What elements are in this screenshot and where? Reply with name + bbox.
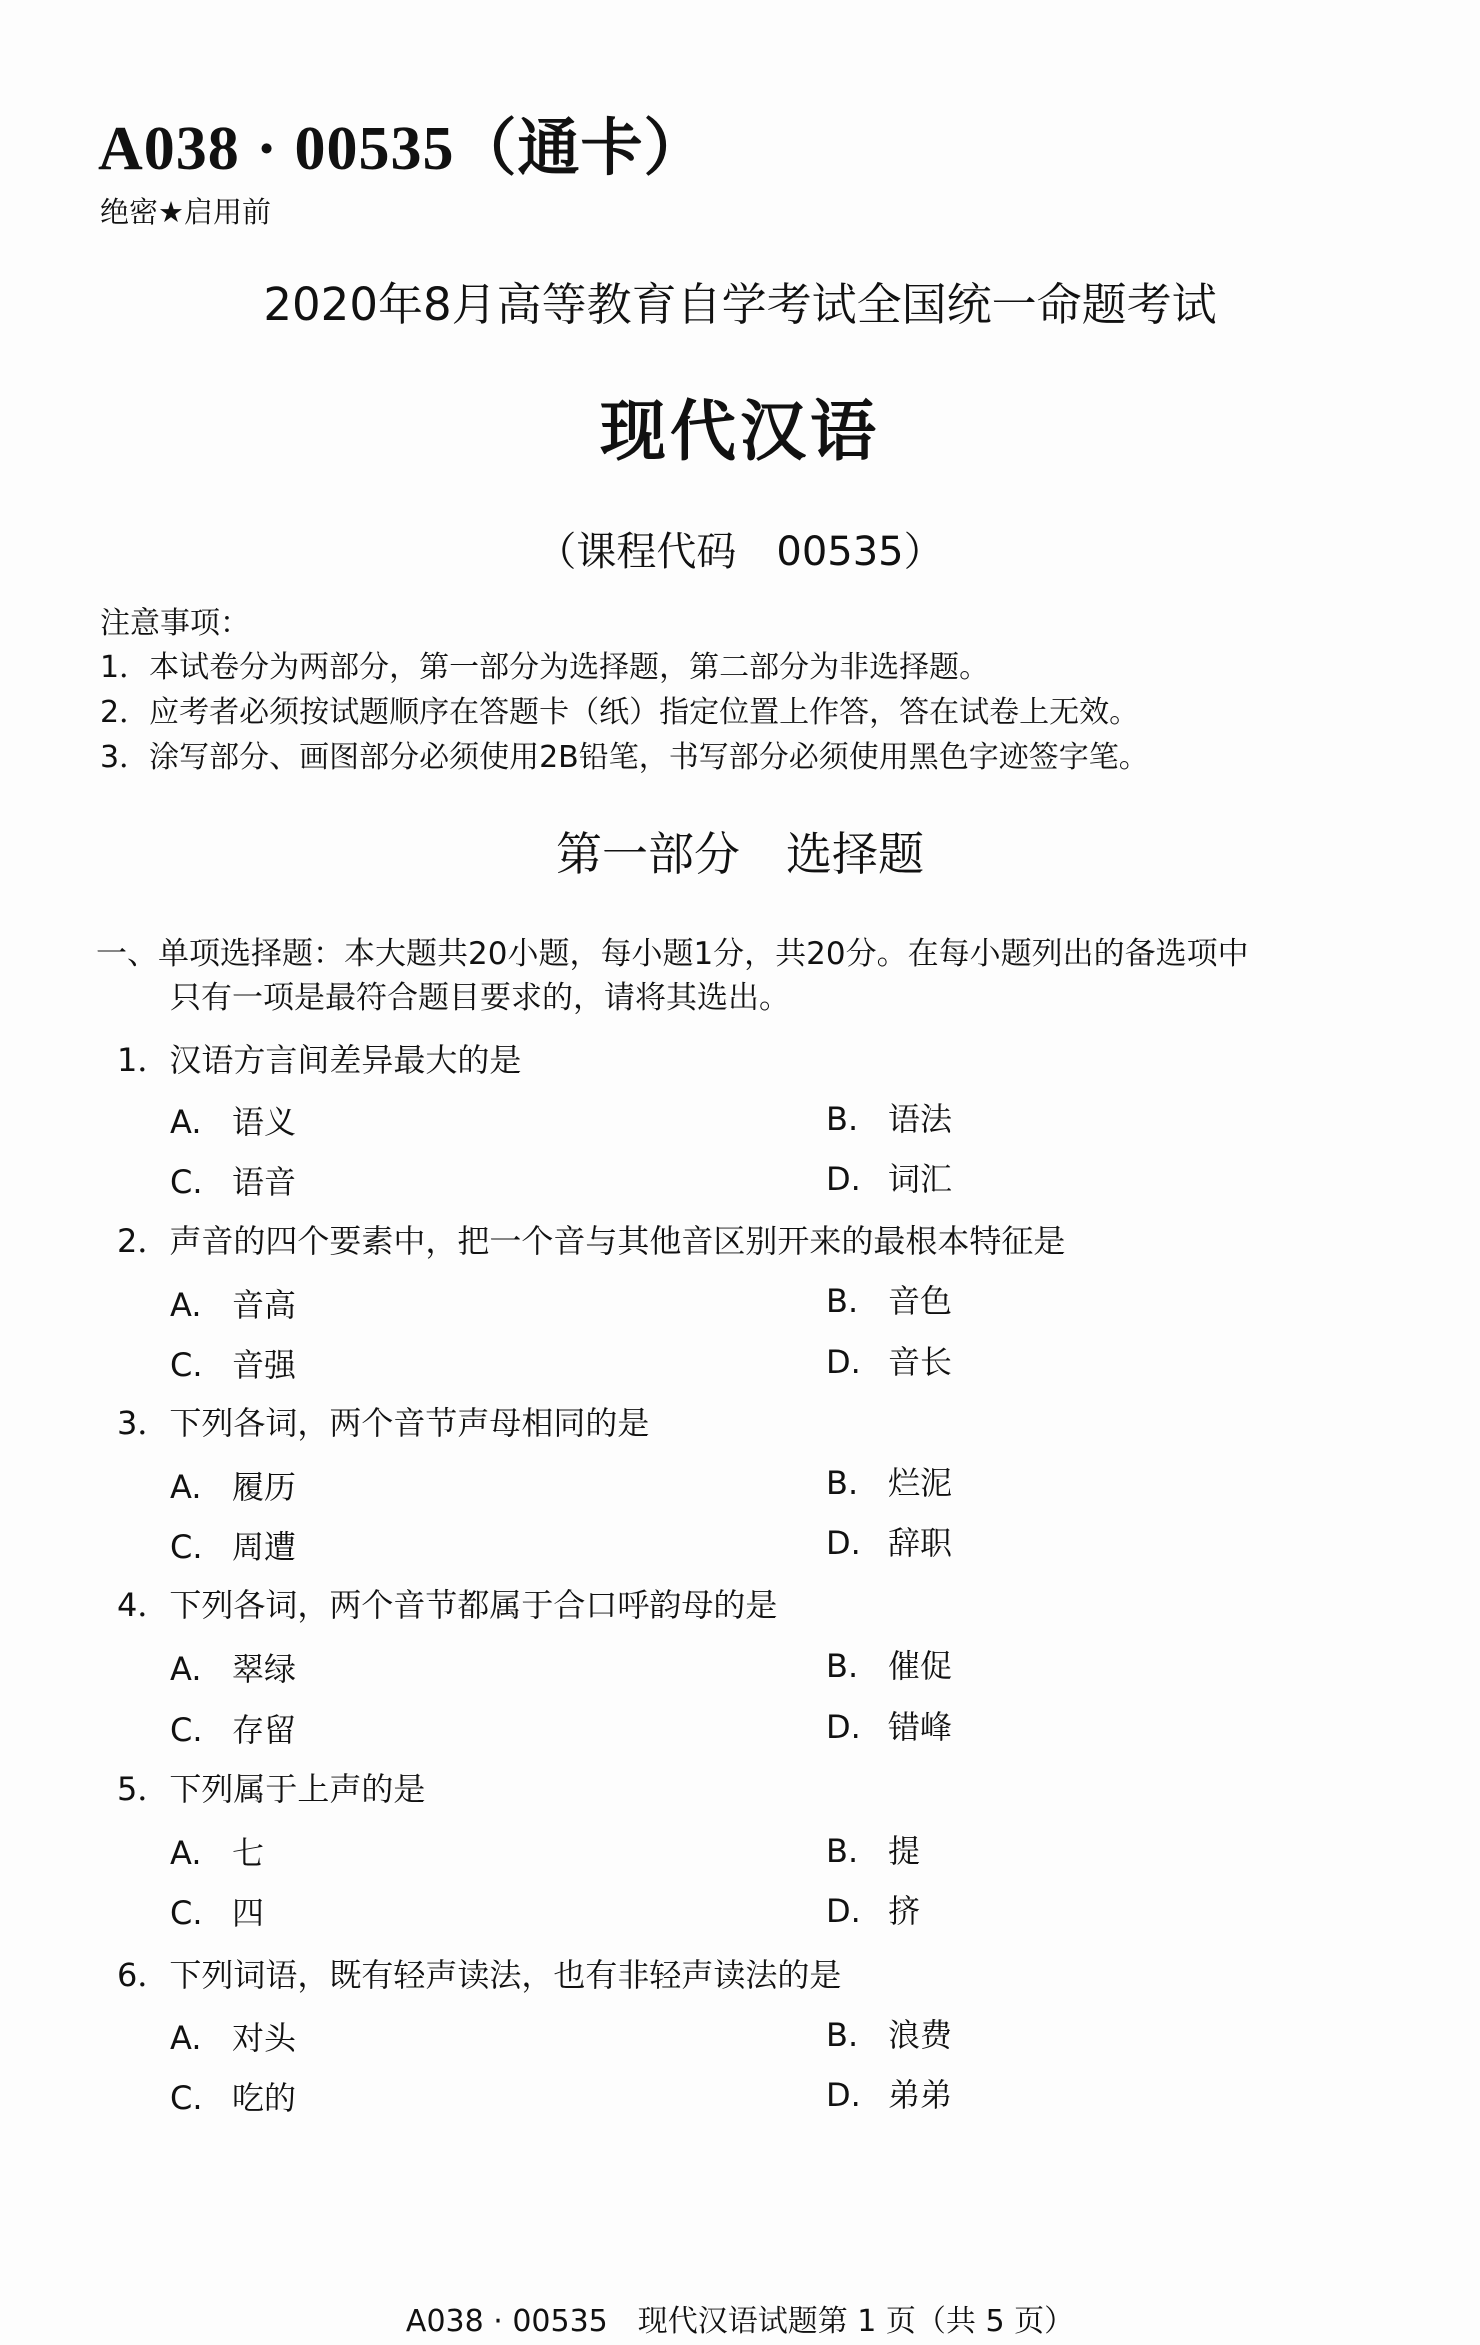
option-c: C. 吃的	[170, 2079, 297, 2117]
option-a: A. 语义	[170, 1103, 297, 1141]
section-instructions: 一、单项选择题：本大题共20小题，每小题1分，共20分。在每小题列出的备选项中	[96, 936, 1249, 972]
option-a: A. 翠绿	[170, 1650, 297, 1688]
question-stem: 5．下列属于上声的是	[117, 1770, 426, 1808]
option-d: D. 错峰	[826, 1708, 953, 1746]
notice-item: 1．本试卷分为两部分，第一部分为选择题，第二部分为非选择题。	[100, 650, 990, 685]
question-stem: 6．下列词语，既有轻声读法，也有非轻声读法的是	[117, 1956, 842, 1994]
notice-title: 注意事项：	[100, 606, 250, 641]
section-instructions-cont: 只有一项是最符合题目要求的，请将其选出。	[170, 980, 790, 1016]
option-b: B. 催促	[826, 1647, 953, 1685]
option-b: B. 语法	[826, 1100, 953, 1138]
subject-title: 现代汉语	[600, 393, 880, 470]
option-a: A. 音高	[170, 1286, 297, 1324]
paper-code: A038 · 00535（通卡）	[98, 115, 707, 183]
option-a: A. 对头	[170, 2019, 297, 2057]
page-footer: A038 · 00535 现代汉语试题第 1 页（共 5 页）	[405, 2304, 1075, 2339]
confidential-label: 绝密★启用前	[100, 195, 271, 229]
option-c: C. 语音	[170, 1163, 297, 1201]
exam-title: 2020年8月高等教育自学考试全国统一命题考试	[263, 278, 1217, 331]
option-d: D. 词汇	[826, 1160, 953, 1198]
option-d: D. 挤	[826, 1892, 921, 1930]
course-code: （课程代码 00535）	[536, 529, 944, 575]
question-stem: 3．下列各词，两个音节声母相同的是	[117, 1404, 650, 1442]
part-title: 第一部分 选择题	[556, 827, 924, 881]
notice-item: 3．涂写部分、画图部分必须使用2B铅笔，书写部分必须使用黑色字迹签字笔。	[100, 740, 1149, 775]
option-d: D. 音长	[826, 1343, 953, 1381]
option-c: C. 存留	[170, 1711, 297, 1749]
notice-item: 2．应考者必须按试题顺序在答题卡（纸）指定位置上作答，答在试卷上无效。	[100, 695, 1140, 730]
option-c: C. 四	[170, 1894, 265, 1932]
question-stem: 1．汉语方言间差异最大的是	[117, 1041, 522, 1079]
option-b: B. 音色	[826, 1282, 953, 1320]
option-c: C. 周遭	[170, 1528, 297, 1566]
option-a: A. 七	[170, 1834, 265, 1872]
option-c: C. 音强	[170, 1346, 297, 1384]
option-b: B. 烂泥	[826, 1464, 953, 1502]
question-stem: 2．声音的四个要素中，把一个音与其他音区别开来的最根本特征是	[117, 1222, 1066, 1260]
option-a: A. 履历	[170, 1468, 297, 1506]
question-stem: 4．下列各词，两个音节都属于合口呼韵母的是	[117, 1586, 778, 1624]
option-b: B. 提	[826, 1832, 921, 1870]
option-d: D. 辞职	[826, 1524, 953, 1562]
option-b: B. 浪费	[826, 2016, 953, 2054]
option-d: D. 弟弟	[826, 2076, 953, 2114]
